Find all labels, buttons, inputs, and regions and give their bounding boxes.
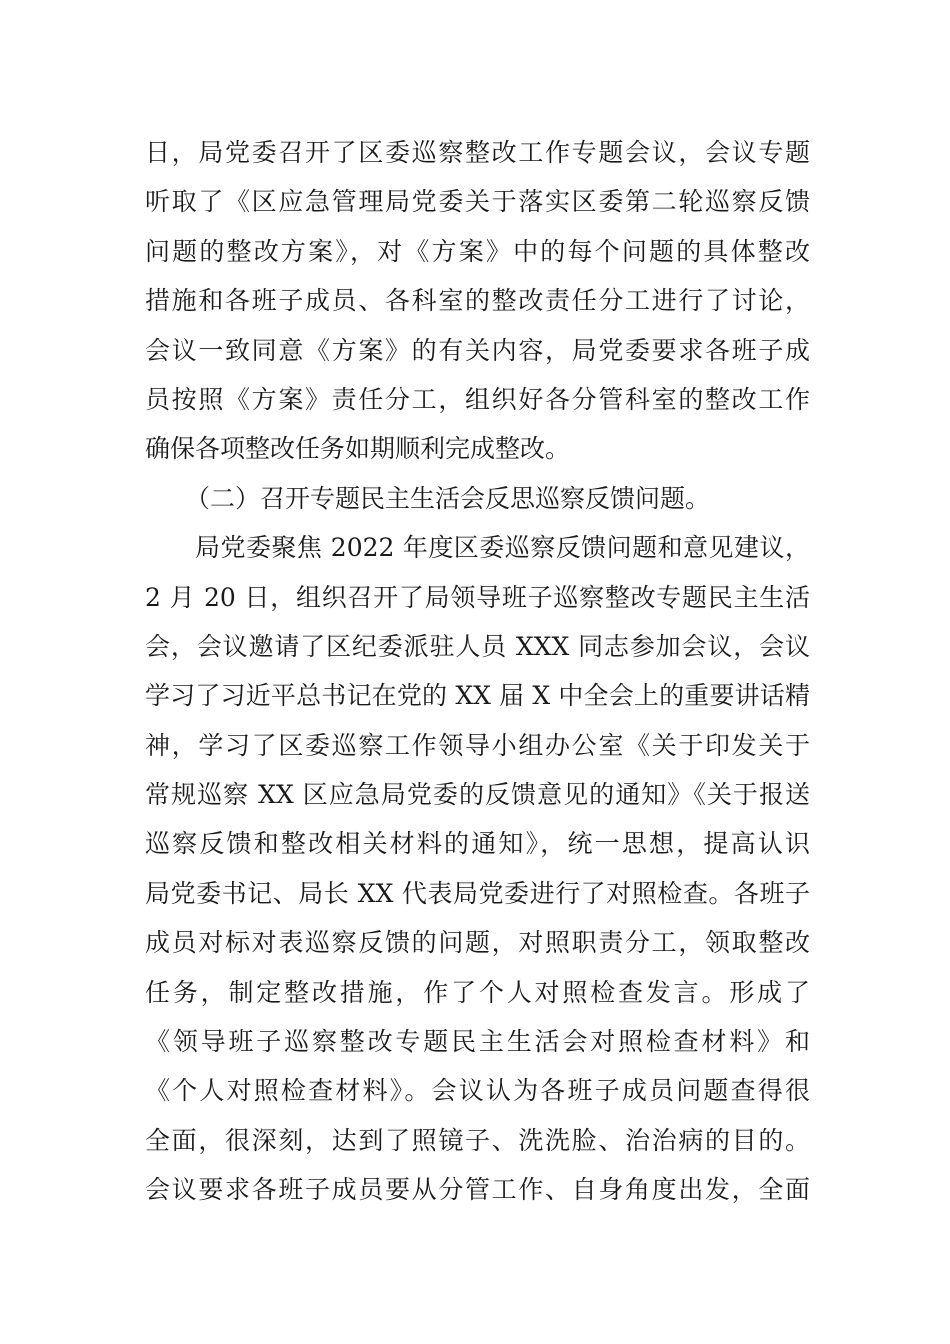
text-line: 确保各项整改任务如期顺利完成整改。 (145, 434, 571, 464)
paragraph-1 (145, 128, 810, 474)
section-heading-text: （二）召开专题民主生活会反思巡察反馈问题。 (185, 483, 711, 513)
text-line: 全面，很深刻，达到了照镜子、洗洗脸、治治病的目的。 (145, 1125, 810, 1155)
text-line: 《个人对照检查材料》。会议认为各班子成员问题查得很 (145, 1076, 810, 1106)
text-line: 成员对标对表巡察反馈的问题，对照职责分工，领取整改 (145, 928, 810, 958)
text-line: 学习了习近平总书记在党的 XX 届 X 中全会上的重要讲话精 (145, 681, 810, 711)
text-line: 常规巡察 XX 区应急局党委的反馈意见的通知》《关于报送 (145, 780, 810, 810)
document-body (145, 128, 810, 1215)
text-line: 问题的整改方案》，对《方案》中的每个问题的具体整改 (145, 236, 810, 266)
text-line: 会议要求各班子成员要从分管工作、自身角度出发，全面 (145, 1175, 810, 1205)
text-line: 听取了《区应急管理局党委关于落实区委第二轮巡察反馈 (145, 187, 810, 217)
text-line: 《领导班子巡察整改专题民主生活会对照检查材料》和 (145, 1027, 810, 1057)
text-line: 局党委聚焦 2022 年度区委巡察反馈问题和意见建议， (195, 533, 810, 563)
text-line: 2 月 20 日，组织召开了局领导班子巡察整改专题民主生活 (145, 582, 810, 612)
text-line: 日，局党委召开了区委巡察整改工作专题会议，会议专题 (145, 138, 810, 167)
text-line: 会议一致同意《方案》的有关内容，局党委要求各班子成 (145, 335, 810, 365)
paragraph-2 (145, 523, 810, 1214)
text-line: 神，学习了区委巡察工作领导小组办公室《关于印发关于 (145, 730, 810, 760)
text-line: 会，会议邀请了区纪委派驻人员 XXX 同志参加会议，会议 (145, 631, 810, 661)
text-line: 任务，制定整改措施，作了个人对照检查发言。形成了 (145, 977, 810, 1007)
text-line: 措施和各班子成员、各科室的整改责任分工进行了讨论， (145, 286, 810, 316)
text-line: 局党委书记、局长 XX 代表局党委进行了对照检查。各班子 (145, 878, 810, 908)
text-line: 巡察反馈和整改相关材料的通知》，统一思想，提高认识 (145, 829, 810, 859)
text-line: 员按照《方案》责任分工，组织好各分管科室的整改工作 (145, 384, 810, 414)
section-heading (145, 474, 810, 523)
